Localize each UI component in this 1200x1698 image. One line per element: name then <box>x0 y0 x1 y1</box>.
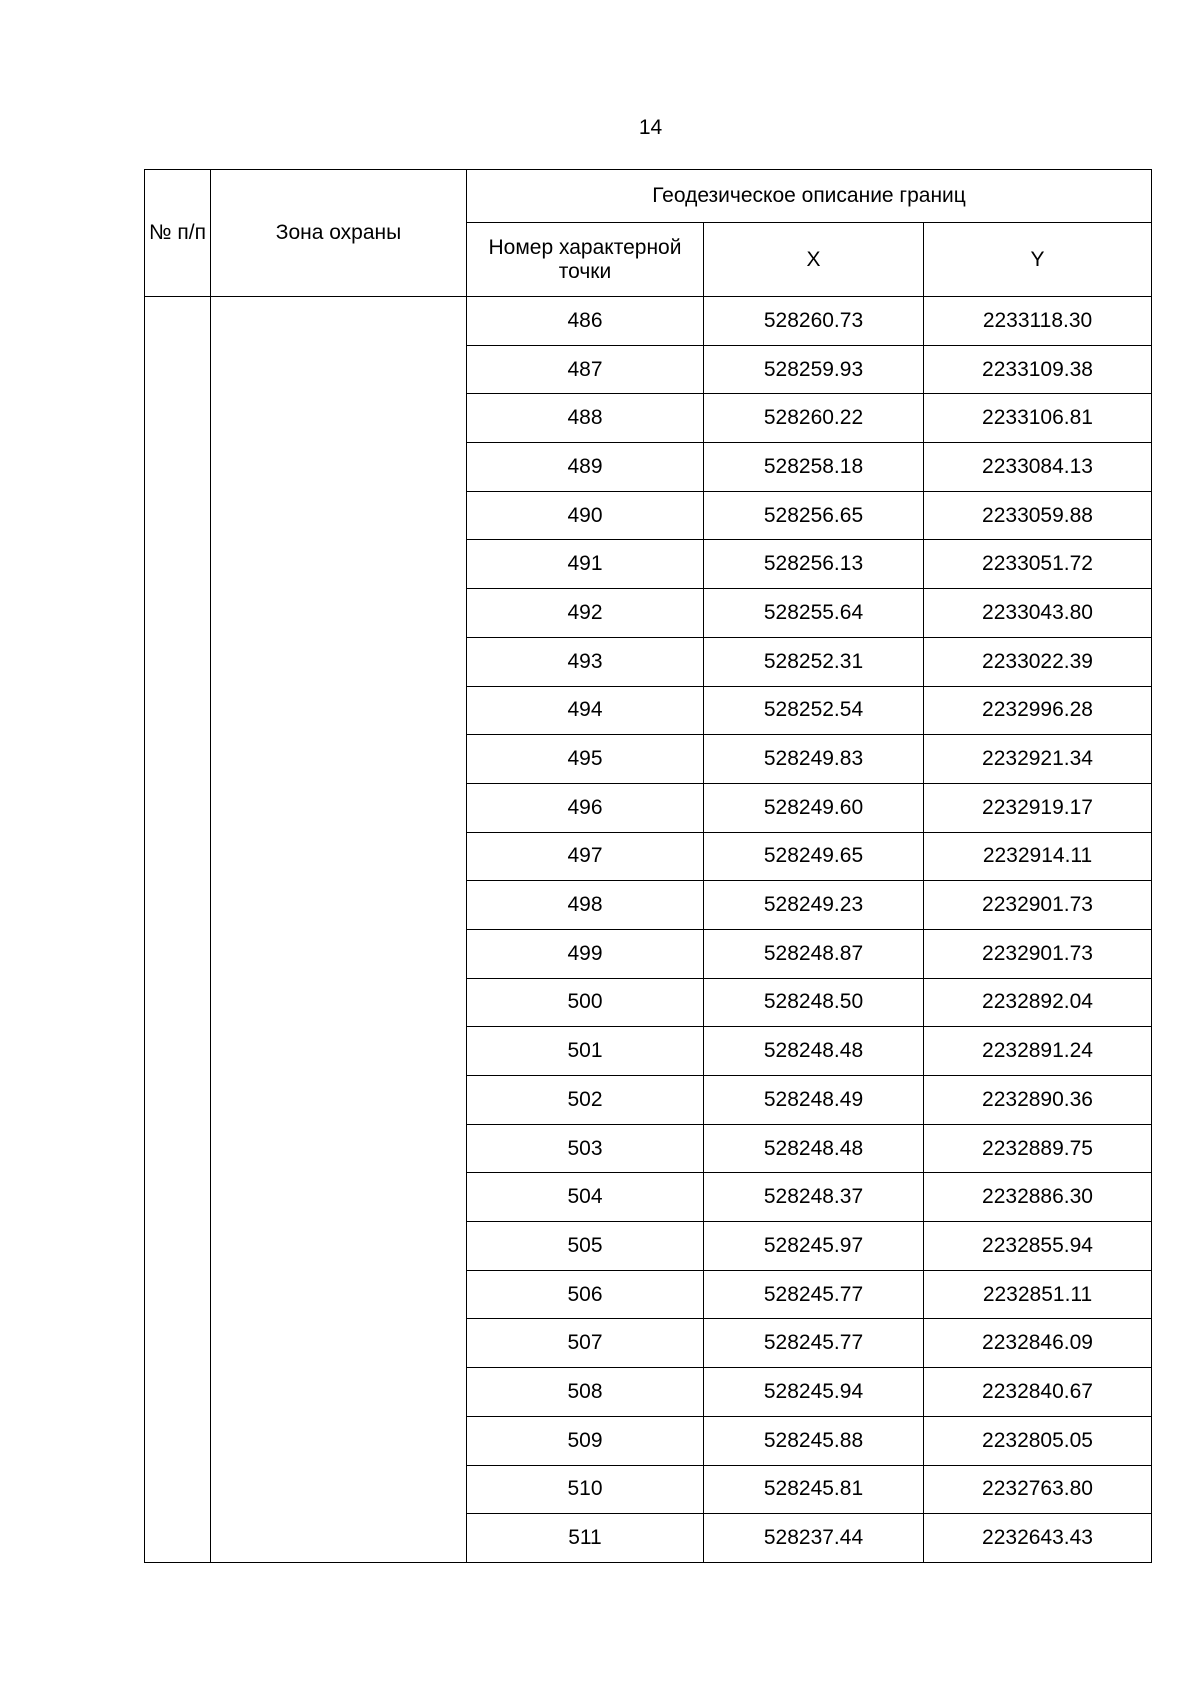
point-number-cell: 505 <box>467 1222 704 1271</box>
table-row <box>145 297 1152 346</box>
y-coordinate-cell: 2232914.11 <box>924 832 1152 881</box>
y-coordinate-cell: 2232763.80 <box>924 1465 1152 1514</box>
x-coordinate-cell: 528245.94 <box>704 1368 924 1417</box>
point-number-cell: 500 <box>467 978 704 1027</box>
point-number-cell: 490 <box>467 491 704 540</box>
point-number-cell: 489 <box>467 443 704 492</box>
x-coordinate-cell: 528248.50 <box>704 978 924 1027</box>
point-number-cell: 510 <box>467 1465 704 1514</box>
point-number-cell: 495 <box>467 735 704 784</box>
y-coordinate-cell: 2233106.81 <box>924 394 1152 443</box>
point-number-cell: 491 <box>467 540 704 589</box>
point-number-cell: 508 <box>467 1368 704 1417</box>
header-number: № п/п <box>145 170 211 297</box>
x-coordinate-cell: 528245.88 <box>704 1416 924 1465</box>
x-coordinate-cell: 528245.77 <box>704 1319 924 1368</box>
point-number-cell: 494 <box>467 686 704 735</box>
x-coordinate-cell: 528249.23 <box>704 881 924 930</box>
y-coordinate-cell: 2232921.34 <box>924 735 1152 784</box>
point-number-cell: 507 <box>467 1319 704 1368</box>
x-coordinate-cell: 528259.93 <box>704 345 924 394</box>
point-number-cell: 504 <box>467 1173 704 1222</box>
point-number-cell: 499 <box>467 929 704 978</box>
y-coordinate-cell: 2232901.73 <box>924 929 1152 978</box>
y-coordinate-cell: 2232886.30 <box>924 1173 1152 1222</box>
point-number-cell: 511 <box>467 1514 704 1563</box>
header-point-number: Номер характерной точки <box>467 223 704 297</box>
point-number-cell: 493 <box>467 637 704 686</box>
x-coordinate-cell: 528256.13 <box>704 540 924 589</box>
y-coordinate-cell: 2232840.67 <box>924 1368 1152 1417</box>
point-number-cell: 503 <box>467 1124 704 1173</box>
y-coordinate-cell: 2232901.73 <box>924 881 1152 930</box>
x-coordinate-cell: 528248.87 <box>704 929 924 978</box>
x-coordinate-cell: 528245.97 <box>704 1222 924 1271</box>
y-coordinate-cell: 2232643.43 <box>924 1514 1152 1563</box>
x-coordinate-cell: 528245.77 <box>704 1270 924 1319</box>
x-coordinate-cell: 528252.31 <box>704 637 924 686</box>
y-coordinate-cell: 2232891.24 <box>924 1027 1152 1076</box>
y-coordinate-cell: 2233084.13 <box>924 443 1152 492</box>
y-coordinate-cell: 2232855.94 <box>924 1222 1152 1271</box>
x-coordinate-cell: 528248.48 <box>704 1027 924 1076</box>
y-coordinate-cell: 2233118.30 <box>924 297 1152 346</box>
x-coordinate-cell: 528260.22 <box>704 394 924 443</box>
point-number-cell: 487 <box>467 345 704 394</box>
y-coordinate-cell: 2232892.04 <box>924 978 1152 1027</box>
x-coordinate-cell: 528256.65 <box>704 491 924 540</box>
y-coordinate-cell: 2233022.39 <box>924 637 1152 686</box>
x-coordinate-cell: 528252.54 <box>704 686 924 735</box>
point-number-cell: 509 <box>467 1416 704 1465</box>
point-number-cell: 506 <box>467 1270 704 1319</box>
y-coordinate-cell: 2232851.11 <box>924 1270 1152 1319</box>
y-coordinate-cell: 2232846.09 <box>924 1319 1152 1368</box>
boundary-coordinates-table <box>144 169 1152 1563</box>
x-coordinate-cell: 528245.81 <box>704 1465 924 1514</box>
x-coordinate-cell: 528248.37 <box>704 1173 924 1222</box>
y-coordinate-cell: 2232890.36 <box>924 1076 1152 1125</box>
y-coordinate-cell: 2232889.75 <box>924 1124 1152 1173</box>
x-coordinate-cell: 528249.83 <box>704 735 924 784</box>
header-protection-zone: Зона охраны <box>211 170 467 297</box>
y-coordinate-cell: 2232919.17 <box>924 783 1152 832</box>
x-coordinate-cell: 528249.60 <box>704 783 924 832</box>
x-coordinate-cell: 528255.64 <box>704 589 924 638</box>
point-number-cell: 501 <box>467 1027 704 1076</box>
y-coordinate-cell: 2233043.80 <box>924 589 1152 638</box>
table-body <box>145 297 1152 1563</box>
x-coordinate-cell: 528237.44 <box>704 1514 924 1563</box>
point-number-cell: 486 <box>467 297 704 346</box>
page-number: 14 <box>638 116 663 139</box>
point-number-cell: 502 <box>467 1076 704 1125</box>
x-coordinate-cell: 528258.18 <box>704 443 924 492</box>
header-geodesic-description: Геодезическое описание границ <box>467 170 1152 223</box>
x-coordinate-cell: 528248.48 <box>704 1124 924 1173</box>
x-coordinate-cell: 528248.49 <box>704 1076 924 1125</box>
point-number-cell: 492 <box>467 589 704 638</box>
y-coordinate-cell: 2233109.38 <box>924 345 1152 394</box>
y-coordinate-cell: 2232996.28 <box>924 686 1152 735</box>
point-number-cell: 497 <box>467 832 704 881</box>
y-coordinate-cell: 2233059.88 <box>924 491 1152 540</box>
header-y: Y <box>924 223 1152 297</box>
point-number-cell: 498 <box>467 881 704 930</box>
y-coordinate-cell: 2233051.72 <box>924 540 1152 589</box>
x-coordinate-cell: 528249.65 <box>704 832 924 881</box>
y-coordinate-cell: 2232805.05 <box>924 1416 1152 1465</box>
point-number-cell: 488 <box>467 394 704 443</box>
point-number-cell: 496 <box>467 783 704 832</box>
protection-zone-cell <box>211 297 467 1563</box>
header-x: X <box>704 223 924 297</box>
x-coordinate-cell: 528260.73 <box>704 297 924 346</box>
row-number-cell <box>145 297 211 1563</box>
